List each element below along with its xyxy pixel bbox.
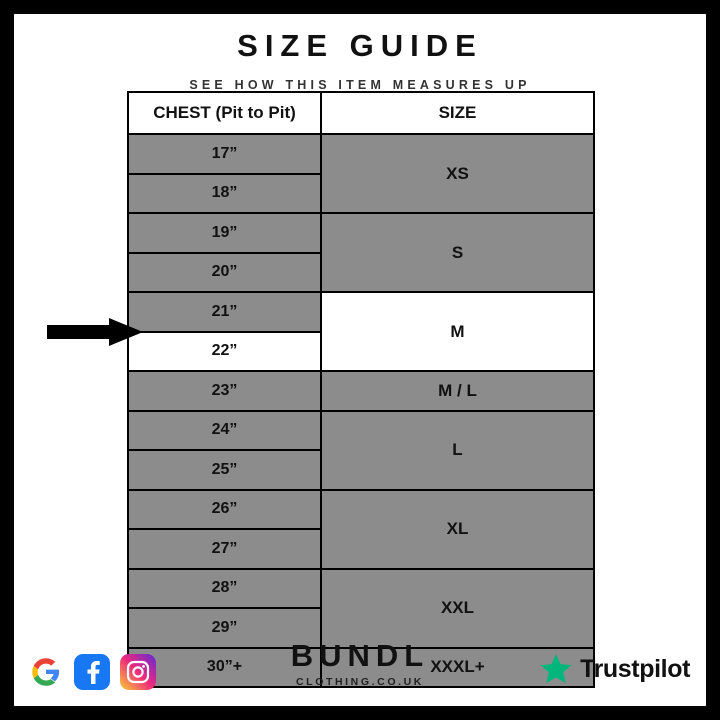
size-value: M / L xyxy=(321,371,594,411)
chest-value: 24” xyxy=(128,411,321,451)
footer xyxy=(14,624,706,700)
chest-value: 18” xyxy=(128,174,321,214)
trustpilot-star-icon xyxy=(539,652,573,686)
chest-value: 29” xyxy=(128,608,321,648)
chest-value: 23” xyxy=(128,371,321,411)
size-table-container xyxy=(127,91,593,688)
arrow-pointer-icon xyxy=(47,317,143,347)
chest-value: 20” xyxy=(128,253,321,293)
size-table xyxy=(127,91,595,688)
trustpilot-label: Trustpilot xyxy=(580,654,690,683)
size-value: XL xyxy=(321,490,594,569)
brand-website: CLOTHING.CO.UK xyxy=(296,676,424,688)
size-value-selected: M xyxy=(321,292,594,371)
table-row xyxy=(128,213,594,253)
table-row xyxy=(128,134,594,174)
chest-value: 19” xyxy=(128,213,321,253)
brand-name: BUNDL xyxy=(290,638,430,674)
chest-value: 27” xyxy=(128,529,321,569)
chest-value: 25” xyxy=(128,450,321,490)
table-row-highlighted xyxy=(128,292,594,332)
chest-value: 17” xyxy=(128,134,321,174)
size-value: XS xyxy=(321,134,594,213)
column-header-size: SIZE xyxy=(321,92,594,134)
table-row xyxy=(128,490,594,530)
size-guide-panel xyxy=(14,14,706,706)
table-header-row xyxy=(128,92,594,134)
column-header-chest: CHEST (Pit to Pit) xyxy=(128,92,321,134)
table-row xyxy=(128,569,594,609)
size-value: XXL xyxy=(321,569,594,648)
chest-value-selected: 22” xyxy=(128,332,321,372)
size-value: L xyxy=(321,411,594,490)
page-subtitle: SEE HOW THIS ITEM MEASURES UP xyxy=(189,78,531,92)
chest-value: 28” xyxy=(128,569,321,609)
chest-value: 26” xyxy=(128,490,321,530)
size-value: S xyxy=(321,213,594,292)
size-value: XXXL+ xyxy=(321,648,594,688)
trustpilot-logo[interactable] xyxy=(539,652,690,686)
table-row xyxy=(128,411,594,451)
page-title: SIZE GUIDE xyxy=(237,28,483,63)
table-row xyxy=(128,371,594,411)
chest-value: 30”+ xyxy=(128,648,321,688)
chest-value: 21” xyxy=(128,292,321,332)
